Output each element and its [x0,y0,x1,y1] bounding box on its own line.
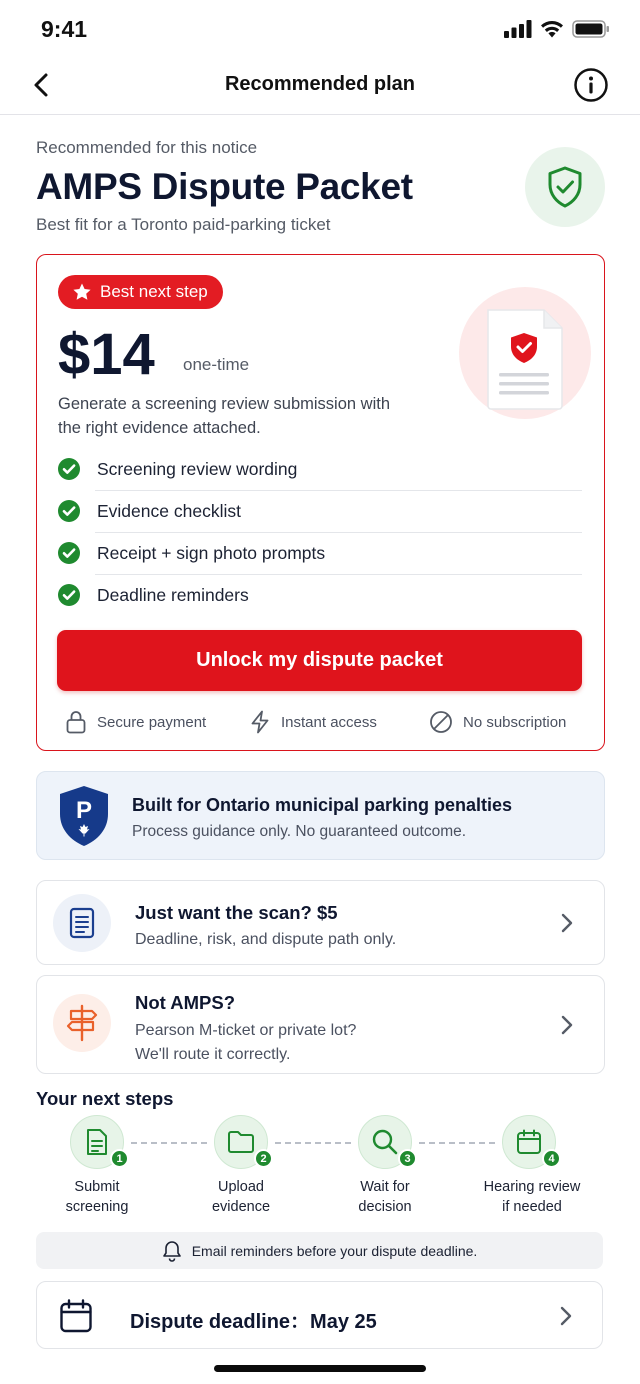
navigation-bar [0,58,640,115]
signpost-icon [65,1004,99,1042]
parking-letter: P [75,797,93,824]
home-indicator[interactable] [214,1365,426,1372]
not-amps-subtitle-line1: Pearson M-ticket or private lot? [135,1022,357,1039]
status-icons [504,20,610,38]
feature-item [58,574,582,616]
calendar-icon [59,1299,93,1333]
star-icon [72,282,92,302]
document-shield-icon [485,307,565,411]
check-circle-icon [58,584,80,606]
battery-icon [572,20,610,38]
page-title: Recommended plan [224,73,416,95]
trust-label: No subscription [463,713,567,731]
no-symbol-icon [429,710,453,734]
trust-item-instant [249,710,377,734]
document-icon [69,907,95,939]
best-next-step-badge [58,275,223,309]
step-1-label: Submit screening [65,1179,129,1215]
ontario-subtitle: Process guidance only. No guaranteed outcome. [132,823,467,840]
check-circle-icon [58,458,80,480]
info-icon[interactable] [573,67,609,103]
check-circle-icon [58,542,80,564]
lightning-icon [249,710,271,734]
step-number-badge: 4 [542,1149,561,1168]
feature-label: Screening review wording [97,458,298,479]
folder-icon [227,1130,255,1154]
plan-title: AMPS Dispute Packet [36,166,413,207]
scan-option-card[interactable] [36,880,605,965]
lock-icon [65,710,87,734]
step-number-badge: 2 [254,1149,273,1168]
recommendation-eyebrow: Recommended for this notice [36,138,258,157]
deadline-date: May 25 [310,1311,377,1333]
chevron-right-icon [559,911,575,935]
reminder-banner [36,1232,603,1269]
scan-option-title: Just want the scan? $5 [135,902,338,923]
ontario-info-card [36,771,605,860]
step-4-label: Hearing review if needed [483,1179,581,1215]
ontario-title: Built for Ontario municipal parking penalties [132,795,513,815]
price-note: one-time [183,355,250,374]
step-2-label: Upload evidence [211,1179,271,1215]
step-connector [131,1142,207,1144]
plan-subtitle: Best fit for a Toronto paid-parking ticket [36,215,331,234]
cellular-signal-icon [504,20,532,38]
feature-label: Deadline reminders [97,584,249,605]
check-circle-icon [58,500,80,522]
shield-check-icon [546,166,584,208]
status-time: 9:41 [41,16,88,42]
parking-shield-icon [57,784,111,848]
feature-label: Receipt + sign photo prompts [97,542,326,563]
feature-item [58,532,582,574]
step-connector [275,1142,351,1144]
document-icon-badge [53,894,111,952]
document-illustration [459,287,591,419]
step-3-label: Wait for decision [358,1179,412,1215]
offer-card [36,254,605,751]
step-connector [419,1142,495,1144]
shield-badge [525,147,605,227]
deadline-card[interactable] [36,1281,603,1349]
deadline-label: Dispute deadline： [130,1311,311,1333]
document-icon [85,1128,109,1156]
bell-icon [162,1240,182,1262]
unlock-packet-button[interactable]: Unlock my dispute packet [57,630,582,691]
trust-item-secure [65,710,206,734]
badge-label: Best next step [100,282,208,301]
magnifier-icon [371,1128,399,1156]
trust-item-no-subscription [429,710,566,734]
not-amps-title: Not AMPS? [135,992,236,1013]
reminder-text: Email reminders before your dispute deadline. [191,1242,478,1259]
calendar-icon [516,1129,542,1155]
trust-label: Secure payment [97,713,207,731]
status-bar [0,0,640,58]
chevron-right-icon [558,1304,574,1328]
trust-label: Instant access [281,713,377,731]
feature-item [58,448,582,490]
offer-description: Generate a screening review submission with the right evidence attached. [58,395,390,437]
price: $14 [58,322,155,387]
not-amps-option-card[interactable] [36,975,605,1074]
step-number-badge: 1 [110,1149,129,1168]
scan-option-subtitle: Deadline, risk, and dispute path only. [135,931,397,948]
deadline-text [130,1305,377,1334]
feature-label: Evidence checklist [97,500,241,521]
wifi-icon [540,20,564,38]
step-number-badge: 3 [398,1149,417,1168]
chevron-right-icon [559,1013,575,1037]
feature-item [58,490,582,532]
not-amps-subtitle-line2: We'll route it correctly. [135,1046,291,1063]
signpost-icon-badge [53,994,111,1052]
next-steps-heading: Your next steps [36,1088,174,1109]
